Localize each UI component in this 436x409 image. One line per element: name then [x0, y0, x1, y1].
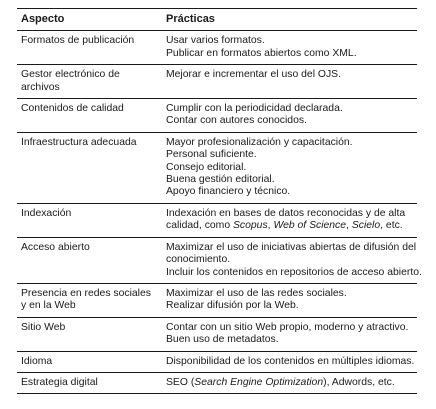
table-row — [17, 31, 417, 65]
aspect-cell — [17, 356, 165, 368]
practice-line: Consejo editorial. — [166, 161, 247, 173]
practices-cell — [165, 377, 417, 389]
table-row — [17, 65, 417, 99]
aspect-text: Gestor electrónico de — [21, 69, 120, 81]
practices-cell — [165, 69, 417, 94]
table-row — [17, 204, 417, 238]
practice-line: Contar con un sitio Web propio, moderno y atractivo. — [166, 321, 409, 333]
aspect-text: archivos — [21, 81, 60, 93]
table-row — [17, 284, 417, 318]
practices-cell — [165, 356, 417, 368]
practice-line: Maximizar el uso de las redes sociales. — [166, 287, 347, 299]
aspect-cell — [17, 288, 165, 313]
practice-line: Contar con autores conocidos. — [166, 115, 307, 127]
header-aspecto: Aspecto — [21, 13, 65, 25]
aspect-text: Acceso abierto — [21, 241, 90, 253]
header-practicas: Prácticas — [166, 13, 215, 25]
table-header-row — [17, 9, 417, 31]
practices-table — [17, 8, 422, 394]
practice-line: Buena gestión editorial. — [166, 174, 275, 186]
aspect-text: Presencia en redes sociales — [21, 287, 151, 299]
practices-cell — [165, 35, 417, 60]
aspect-text: Contenidos de calidad — [21, 103, 124, 115]
aspect-cell — [17, 322, 165, 347]
practice-line: Publicar en formatos abiertos como XML. — [166, 47, 357, 59]
aspect-text: Idioma — [21, 355, 53, 367]
aspect-cell — [17, 69, 165, 94]
practice-line: Mejorar e incrementar el uso del OJS. — [166, 69, 341, 81]
table-row — [17, 133, 417, 204]
practice-line: Realizar difusión por la Web. — [166, 300, 299, 312]
practice-text: , — [346, 220, 352, 232]
practices-cell — [165, 322, 417, 347]
aspect-cell — [17, 377, 165, 389]
aspect-cell — [17, 103, 165, 128]
practices-cell — [165, 288, 417, 313]
table-row — [17, 238, 422, 284]
practice-line: Incluir los contenidos en repositorios de acceso abierto. — [166, 266, 422, 278]
aspect-text: Estrategia digital — [21, 376, 98, 388]
aspect-text: Infraestructura adecuada — [21, 136, 137, 148]
practice-emphasis: Web of Science — [273, 220, 347, 232]
practice-emphasis: Search Engine Optimization — [194, 376, 324, 388]
practice-emphasis: Scopus — [233, 220, 268, 232]
practices-cell — [165, 137, 417, 199]
practice-line — [166, 220, 417, 232]
aspect-text: Indexación — [21, 207, 72, 219]
aspect-text: y en la Web — [21, 300, 76, 312]
aspect-text: Formatos de publicación — [21, 35, 135, 47]
practice-text: calidad, como — [166, 220, 233, 232]
practice-line: Maximizar el uso de iniciativas abiertas de difusión del — [166, 241, 417, 253]
practice-line: Indexación en bases de datos reconocidas y de alta — [166, 207, 406, 219]
practice-line: Apoyo financiero y técnico. — [166, 186, 291, 198]
table-row — [17, 352, 417, 373]
aspect-text: Sitio Web — [21, 321, 66, 333]
table-row — [17, 99, 417, 133]
practice-emphasis: Scielo — [351, 220, 381, 232]
practice-text: , etc. — [380, 220, 403, 232]
table-row — [17, 318, 417, 352]
practice-line: Mayor profesionalización y capacitación. — [166, 136, 353, 148]
aspect-cell — [17, 208, 165, 233]
practice-text: , — [267, 220, 274, 232]
practice-text: ), Adwords, etc. — [323, 376, 395, 388]
aspect-cell — [17, 137, 165, 199]
practice-line: Usar varios formatos. — [166, 35, 265, 47]
practice-line — [166, 377, 417, 389]
table-row — [17, 373, 417, 394]
practice-line: Cumplir con la periodicidad declarada. — [166, 103, 343, 115]
practices-cell — [165, 242, 422, 279]
aspect-cell — [17, 35, 165, 60]
practices-cell — [165, 103, 417, 128]
aspect-cell — [17, 242, 165, 279]
practice-line: Personal suficiente. — [166, 149, 257, 161]
practices-cell — [165, 208, 417, 233]
practice-line: conocimiento. — [166, 254, 231, 266]
practice-line: Disponibilidad de los contenidos en múltiples idiomas. — [166, 355, 415, 367]
practice-text: SEO ( — [166, 376, 195, 388]
practice-line: Buen uso de metadatos. — [166, 334, 279, 346]
